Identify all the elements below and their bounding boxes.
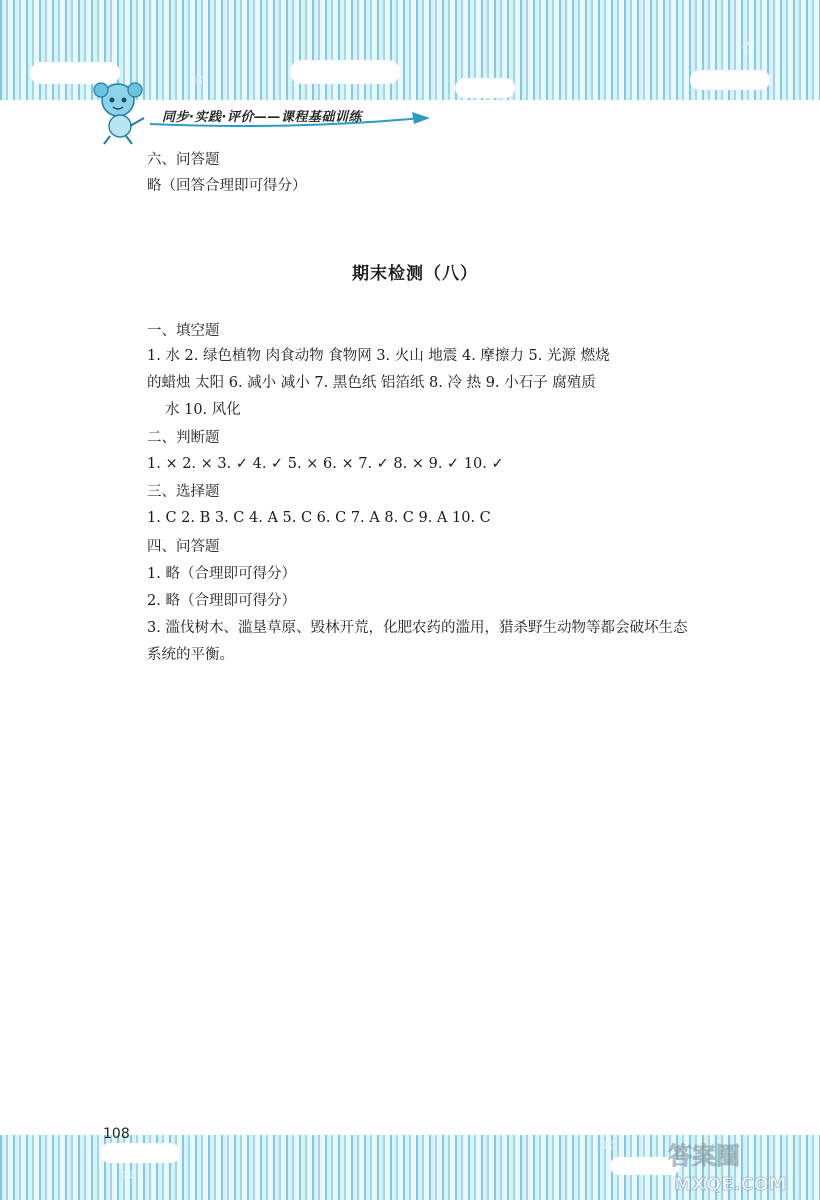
answer-line: 的蜡烛 太阳 6. 减小 减小 7. 黑色纸 铝箔纸 8. 冷 热 9. 小石子 腐殖质 bbox=[147, 375, 596, 391]
answer-line: 1. 水 2. 绿色植物 肉食动物 食物网 3. 火山 地震 4. 摩擦力 5. 光源 燃烧 bbox=[147, 348, 610, 364]
mascot-illustration bbox=[86, 78, 158, 146]
answer-line: 1. × 2. × 3. ✓ 4. ✓ 5. × 6. × 7. ✓ 8. × 9. ✓ 10. ✓ bbox=[147, 456, 504, 472]
star-icon: ☆ bbox=[740, 38, 757, 59]
section-heading: 三、选择题 bbox=[147, 484, 220, 500]
answer-line: 1. 略（合理即可得分） bbox=[147, 566, 296, 582]
star-icon: ☆ bbox=[600, 1133, 617, 1154]
section-heading: 四、问答题 bbox=[147, 539, 220, 555]
section-heading: 二、判断题 bbox=[147, 430, 220, 446]
star-icon: ☆ bbox=[190, 68, 207, 89]
star-icon: ☆ bbox=[120, 1163, 137, 1184]
watermark-text-bottom: MXQE.COM bbox=[674, 1174, 787, 1195]
watermark-logo bbox=[660, 1138, 810, 1196]
cloud-decoration bbox=[690, 70, 770, 90]
page-number: 108 bbox=[103, 1126, 130, 1142]
answer-line: 水 10. 风化 bbox=[165, 402, 241, 418]
answer-line: 1. C 2. B 3. C 4. A 5. C 6. C 7. A 8. C 9. A 10. C bbox=[147, 510, 491, 526]
section-heading: 六、问答题 bbox=[147, 152, 220, 168]
series-title: 同步·实践·评价——课程基础训练 bbox=[162, 110, 362, 125]
answer-line: 3. 滥伐树木、滥垦草原、毁林开荒，化肥农药的滥用，猎杀野生动物等都会破坏生态 bbox=[147, 620, 688, 636]
cloud-decoration bbox=[100, 1143, 180, 1163]
cloud-decoration bbox=[290, 60, 400, 84]
watermark-text-top: 答案圈 bbox=[668, 1142, 740, 1170]
answer-line: 系统的平衡。 bbox=[147, 647, 234, 663]
exam-title: 期末检测（八） bbox=[352, 264, 478, 284]
answer-line: 略（回答合理即可得分） bbox=[147, 178, 307, 194]
cloud-decoration bbox=[455, 78, 515, 98]
answer-line: 2. 略（合理即可得分） bbox=[147, 593, 296, 609]
section-heading: 一、填空题 bbox=[147, 323, 220, 339]
